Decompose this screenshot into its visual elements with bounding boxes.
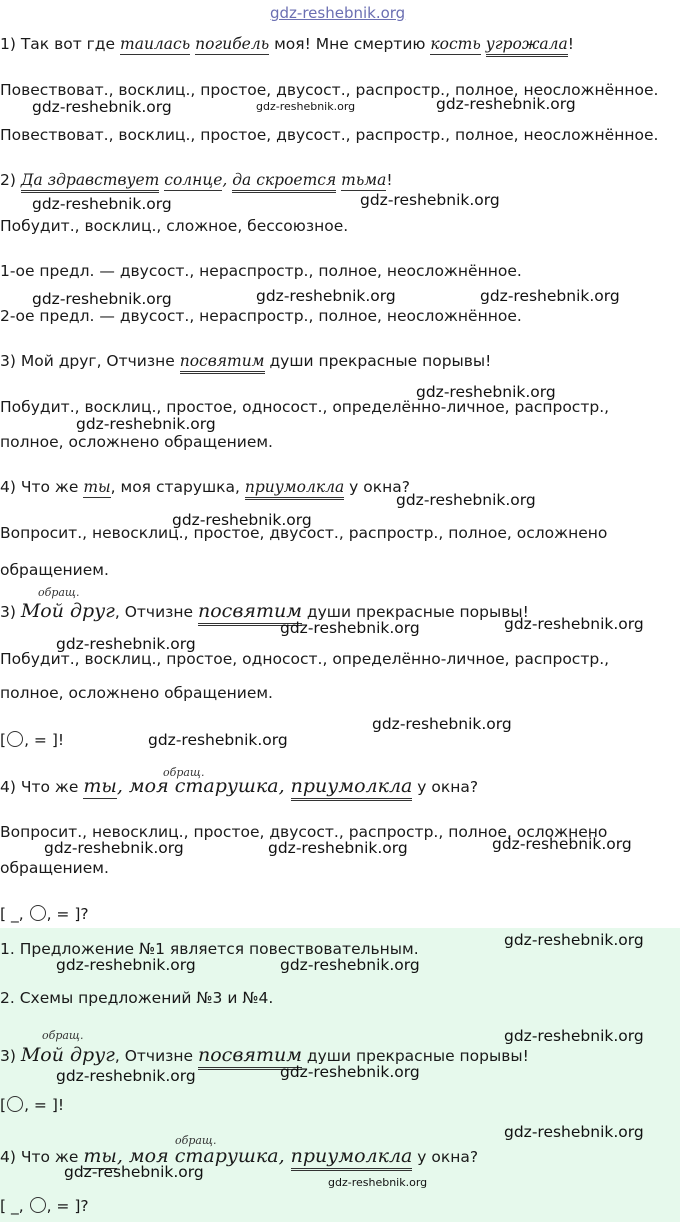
address-note: обращ. [42, 1029, 84, 1042]
address-note: обращ. [163, 766, 205, 779]
predicate-word: да скроется [232, 171, 336, 193]
address-circle [30, 1197, 46, 1213]
watermark: gdz-reshebnik.org [504, 1123, 644, 1141]
site-header-link[interactable]: gdz-reshebnik.org [270, 4, 406, 22]
subject-word: солнце [164, 171, 223, 189]
subject-word: ты [83, 1145, 117, 1167]
address-word: Мой друг [20, 600, 115, 622]
text: 3) [0, 1047, 21, 1065]
watermark: gdz-reshebnik.org [360, 191, 500, 209]
predicate-word: посвятим [180, 352, 265, 374]
watermark: gdz-reshebnik.org [32, 290, 172, 308]
text: , [278, 775, 291, 797]
scheme [0, 1196, 89, 1216]
scheme [0, 904, 89, 924]
answer-2: 2. Схемы предложений №3 и №4. [0, 989, 274, 1007]
text: , моя [116, 775, 175, 797]
analysis-line: 1-ое предл. — двусост., нераспростр., полное, неосложнённое. [0, 262, 522, 280]
text: , = ]? [46, 905, 89, 923]
watermark: gdz-reshebnik.org [56, 956, 196, 974]
text: , [278, 1145, 291, 1167]
sentence-1 [0, 34, 574, 54]
text: , моя старушка, [110, 478, 245, 496]
watermark: gdz-reshebnik.org [32, 98, 172, 116]
watermark: gdz-reshebnik.org [64, 1163, 204, 1181]
watermark: gdz-reshebnik.org [492, 835, 632, 853]
subject-word: ты [83, 775, 117, 797]
analysis-line: 2-ое предл. — двусост., нераспростр., полное, неосложнённое. [0, 307, 522, 325]
scheme [0, 730, 64, 750]
watermark: gdz-reshebnik.org [504, 615, 644, 633]
watermark: gdz-reshebnik.org [76, 415, 216, 433]
watermark: gdz-reshebnik.org [280, 619, 420, 637]
watermark: gdz-reshebnik.org [32, 195, 172, 213]
watermark: gdz-reshebnik.org [44, 839, 184, 857]
address-word: старушка [174, 1145, 279, 1167]
predicate-word: приумолкла [291, 1145, 413, 1171]
watermark: gdz-reshebnik.org [416, 383, 556, 401]
predicate-word: приумолкла [245, 478, 344, 500]
address-word: Мой друг [20, 1044, 115, 1066]
analysis-line: Повествоват., восклиц., простое, двусост., распростр., полное, неосложнённое. [0, 126, 659, 144]
text: моя! Мне смертию [269, 35, 431, 53]
watermark: gdz-reshebnik.org [148, 731, 288, 749]
watermark: gdz-reshebnik.org [504, 931, 644, 949]
text: 4) Что же [0, 778, 84, 796]
text: 1) Так вот где [0, 35, 120, 53]
analysis-line: обращением. [0, 859, 109, 877]
watermark: gdz-reshebnik.org [280, 956, 420, 974]
text: 3) Мой друг, Отчизне [0, 352, 180, 370]
text: [ [0, 731, 7, 749]
sentence-3 [0, 351, 491, 371]
sentence-6 [0, 776, 478, 797]
text: у окна? [412, 1148, 479, 1166]
text: , [222, 171, 233, 189]
text: [ _, [0, 905, 29, 923]
text: [ [0, 1096, 7, 1114]
watermark: gdz-reshebnik.org [396, 491, 536, 509]
address-circle [30, 905, 46, 921]
text: у окна? [344, 478, 410, 496]
text: , моя [116, 1145, 175, 1167]
text: [ _, [0, 1197, 29, 1215]
predicate-word: угрожала [486, 35, 568, 57]
text: 2) [0, 171, 21, 189]
predicate-word: приумолкла [291, 775, 413, 801]
text: души прекрасные порывы! [301, 603, 529, 621]
analysis-line: Побудит., восклиц., простое, односост., определённо-личное, распростр., [0, 398, 610, 416]
analysis-line: Побудит., восклиц., сложное, бессоюзное. [0, 217, 349, 235]
watermark: gdz-reshebnik.org [504, 1027, 644, 1045]
text: , Отчизне [114, 1047, 198, 1065]
text: ! [567, 35, 575, 53]
text: , = ]? [46, 1197, 89, 1215]
text: души прекрасные порывы! [301, 1047, 529, 1065]
text: , = ]! [24, 1096, 65, 1114]
text: у окна? [412, 778, 479, 796]
watermark: gdz-reshebnik.org [256, 287, 396, 305]
subject-word: тьма [341, 171, 387, 189]
analysis-line: Повествоват., восклиц., простое, двусост., распростр., полное, неосложнённое. [0, 81, 659, 99]
scheme [0, 1095, 64, 1115]
text: души прекрасные порывы! [264, 352, 492, 370]
subject-word: кость [430, 35, 481, 53]
predicate-word: Да здравствует [21, 171, 160, 193]
subject-word: таилась [120, 35, 191, 53]
watermark: gdz-reshebnik.org [56, 635, 196, 653]
watermark: gdz-reshebnik.org [256, 100, 356, 113]
watermark: gdz-reshebnik.org [436, 95, 576, 113]
sentence-7 [0, 1045, 529, 1066]
analysis-line: Вопросит., невосклиц., простое, двусост., распростр., полное, осложнено [0, 524, 608, 542]
watermark: gdz-reshebnik.org [280, 1063, 420, 1081]
predicate-word: посвятим [198, 1044, 302, 1070]
analysis-line: полное, осложнено обращением. [0, 433, 273, 451]
address-circle [7, 731, 23, 747]
answer-1: 1. Предложение №1 является повествовательным. [0, 940, 419, 958]
watermark: gdz-reshebnik.org [172, 511, 312, 529]
text: , Отчизне [114, 603, 198, 621]
text: 4) Что же [0, 478, 84, 496]
sentence-4 [0, 477, 410, 497]
address-circle [7, 1096, 23, 1112]
sentence-2 [0, 170, 393, 190]
address-note: обращ. [175, 1134, 217, 1147]
watermark: gdz-reshebnik.org [268, 839, 408, 857]
analysis-line: обращением. [0, 561, 109, 579]
watermark: gdz-reshebnik.org [328, 1176, 428, 1189]
address-word: старушка [174, 775, 279, 797]
watermark: gdz-reshebnik.org [372, 715, 512, 733]
analysis-line: Побудит., восклиц., простое, односост., определённо-личное, распростр., [0, 650, 610, 668]
watermark: gdz-reshebnik.org [480, 287, 620, 305]
analysis-line: полное, осложнено обращением. [0, 684, 273, 702]
text: 4) Что же [0, 1148, 84, 1166]
predicate-word: посвятим [198, 600, 302, 626]
analysis-line: Вопросит., невосклиц., простое, двусост., распростр., полное, осложнено [0, 823, 608, 841]
watermark: gdz-reshebnik.org [56, 1067, 196, 1085]
sentence-5 [0, 601, 529, 622]
text: , = ]! [24, 731, 65, 749]
text: ! [386, 171, 393, 189]
subject-word: погибель [195, 35, 270, 53]
subject-word: ты [83, 478, 111, 496]
address-note: обращ. [38, 586, 80, 599]
text: 3) [0, 603, 21, 621]
